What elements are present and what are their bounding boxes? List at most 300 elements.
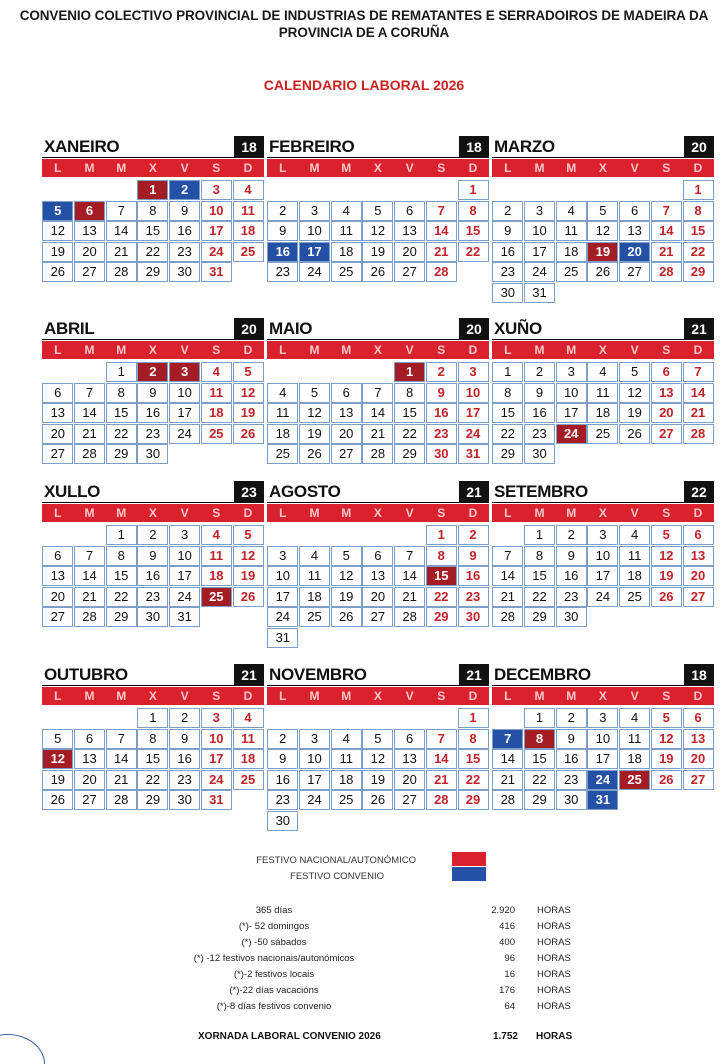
day-cell: 16	[458, 566, 489, 586]
day-cell: 31	[587, 790, 618, 810]
day-cell: 20	[394, 770, 425, 790]
day-cell: 10	[169, 546, 200, 566]
day-cell: 10	[201, 201, 232, 221]
weekday-label: V	[630, 343, 639, 357]
day-cell: 5	[233, 525, 264, 545]
weekday-label: D	[243, 506, 253, 520]
weekday-label: M	[566, 689, 577, 703]
weekday-label: D	[693, 343, 703, 357]
weekday-label: M	[534, 506, 545, 520]
day-cell: 12	[299, 403, 330, 423]
month-header	[492, 318, 714, 340]
day-cell: 2	[169, 180, 200, 200]
day-cell: 12	[651, 729, 682, 749]
day-cell: 6	[651, 362, 682, 382]
day-cell: 28	[492, 607, 523, 627]
weekday-label: V	[405, 161, 414, 175]
day-cell: 16	[137, 403, 168, 423]
day-cell: 3	[299, 729, 330, 749]
day-cell: 13	[362, 566, 393, 586]
day-cell: 8	[426, 546, 457, 566]
day-cell: 3	[267, 546, 298, 566]
weekday-header	[267, 503, 489, 522]
day-cell: 25	[299, 607, 330, 627]
day-cell: 23	[458, 587, 489, 607]
day-cell: 30	[556, 607, 587, 627]
legend-convenio-swatch	[452, 867, 486, 881]
day-cell: 15	[458, 749, 489, 769]
day-cell: 22	[137, 242, 168, 262]
day-cell: 4	[587, 362, 618, 382]
weekday-label: L	[54, 343, 62, 357]
day-cell: 7	[683, 362, 714, 382]
working-days-count: 21	[459, 481, 489, 503]
day-cell: 10	[458, 383, 489, 403]
day-cell: 31	[169, 607, 200, 627]
day-cell: 9	[267, 221, 298, 241]
day-cell: 26	[587, 262, 618, 282]
day-cell: 26	[331, 607, 362, 627]
day-cell: 25	[556, 262, 587, 282]
summary-value: 416	[499, 921, 515, 932]
weekday-label: S	[662, 506, 671, 520]
day-cell: 29	[426, 607, 457, 627]
day-cell: 12	[587, 221, 618, 241]
weekday-header	[42, 686, 264, 705]
day-cell: 17	[458, 403, 489, 423]
day-cell: 13	[394, 221, 425, 241]
day-cell: 1	[683, 180, 714, 200]
summary-unit: HORAS	[537, 905, 571, 916]
weekday-label: M	[116, 161, 127, 175]
weekday-label: M	[116, 689, 127, 703]
day-cell: 26	[651, 587, 682, 607]
day-cell: 2	[492, 201, 523, 221]
day-cell: 12	[42, 749, 73, 769]
day-cell: 21	[106, 242, 137, 262]
weekday-label: L	[504, 506, 512, 520]
day-cell: 6	[683, 525, 714, 545]
day-cell: 15	[394, 403, 425, 423]
day-cell: 20	[683, 749, 714, 769]
day-cell: 7	[651, 201, 682, 221]
day-cell: 20	[42, 424, 73, 444]
day-cell: 9	[137, 383, 168, 403]
day-cell: 5	[619, 362, 650, 382]
working-days-count: 22	[684, 481, 714, 503]
day-cell: 17	[587, 749, 618, 769]
day-cell: 6	[362, 546, 393, 566]
day-cell: 2	[458, 525, 489, 545]
weekday-label: D	[468, 506, 478, 520]
day-cell: 29	[683, 262, 714, 282]
day-cell: 22	[458, 242, 489, 262]
day-cell: 17	[267, 587, 298, 607]
weekday-label: M	[566, 343, 577, 357]
month-name: FEBREIRO	[269, 137, 355, 156]
day-cell: 23	[169, 770, 200, 790]
pen-mark	[0, 1034, 45, 1064]
weekday-label: D	[468, 161, 478, 175]
day-cell: 4	[331, 729, 362, 749]
weekday-label: M	[566, 161, 577, 175]
day-cell: 22	[524, 770, 555, 790]
title-line-2: PROVINCIA DE A CORUÑA	[278, 25, 450, 40]
footer-label: XORNADA LABORAL CONVENIO 2026	[198, 1031, 381, 1042]
day-cell: 18	[201, 403, 232, 423]
day-cell: 3	[587, 708, 618, 728]
day-cell: 29	[137, 790, 168, 810]
summary-label: (*) -12 festivos nacionais/autonómicos	[193, 953, 355, 964]
day-cell: 28	[362, 444, 393, 464]
day-cell: 15	[458, 221, 489, 241]
day-cell: 2	[556, 708, 587, 728]
day-cell: 19	[651, 749, 682, 769]
weekday-label: M	[84, 343, 95, 357]
weekday-header	[267, 686, 489, 705]
weekday-label: V	[405, 506, 414, 520]
month-header	[267, 664, 489, 686]
weekday-label: M	[309, 343, 320, 357]
summary-value: 400	[499, 937, 515, 948]
summary-value: 96	[504, 953, 515, 964]
weekday-label: X	[148, 506, 157, 520]
day-cell: 12	[233, 546, 264, 566]
day-cell: 7	[74, 383, 105, 403]
day-cell: 4	[299, 546, 330, 566]
day-cell: 15	[492, 403, 523, 423]
day-cell: 13	[42, 566, 73, 586]
day-cell: 22	[683, 242, 714, 262]
day-cell: 21	[426, 770, 457, 790]
day-cell: 11	[201, 383, 232, 403]
working-days-count: 20	[234, 318, 264, 340]
weekday-label: M	[84, 689, 95, 703]
summary-label: (*)-22 días vacacións	[229, 985, 319, 996]
day-cell: 24	[201, 770, 232, 790]
day-cell: 20	[651, 403, 682, 423]
day-cell: 13	[683, 729, 714, 749]
weekday-header	[492, 686, 714, 705]
day-cell: 30	[458, 607, 489, 627]
summary-label: 365 días	[255, 905, 293, 916]
weekday-label: V	[405, 689, 414, 703]
day-cell: 2	[524, 362, 555, 382]
day-cell: 25	[331, 790, 362, 810]
day-cell: 12	[42, 221, 73, 241]
day-cell: 7	[106, 201, 137, 221]
day-cell: 14	[492, 749, 523, 769]
day-cell: 25	[619, 770, 650, 790]
summary-label: (*)-8 días festivos convenio	[216, 1001, 332, 1012]
day-cell: 14	[74, 403, 105, 423]
weekday-header	[42, 340, 264, 359]
weekday-label: X	[598, 343, 607, 357]
month-header	[492, 664, 714, 686]
day-cell: 23	[556, 587, 587, 607]
day-cell: 22	[106, 424, 137, 444]
day-cell: 5	[651, 708, 682, 728]
day-cell: 4	[201, 362, 232, 382]
weekday-label: M	[309, 161, 320, 175]
day-cell: 19	[362, 770, 393, 790]
day-cell: 11	[331, 221, 362, 241]
month-name: MAIO	[269, 319, 313, 338]
weekday-header	[492, 340, 714, 359]
day-cell: 26	[651, 770, 682, 790]
day-cell: 17	[524, 242, 555, 262]
working-days-count: 21	[684, 318, 714, 340]
day-cell: 23	[169, 242, 200, 262]
day-cell: 4	[267, 383, 298, 403]
legend-holiday-swatch	[452, 852, 486, 866]
day-cell: 6	[74, 201, 105, 221]
day-cell: 15	[137, 749, 168, 769]
day-cell: 20	[394, 242, 425, 262]
day-cell: 16	[426, 403, 457, 423]
month-header	[267, 318, 489, 340]
weekday-label: S	[437, 689, 446, 703]
day-cell: 8	[524, 729, 555, 749]
day-cell: 30	[426, 444, 457, 464]
day-cell: 16	[556, 566, 587, 586]
day-cell: 15	[683, 221, 714, 241]
day-cell: 13	[683, 546, 714, 566]
day-cell: 15	[137, 221, 168, 241]
day-cell: 15	[524, 566, 555, 586]
day-cell: 17	[299, 242, 330, 262]
weekday-label: D	[693, 506, 703, 520]
weekday-label: X	[373, 161, 382, 175]
day-cell: 25	[619, 587, 650, 607]
day-cell: 5	[42, 201, 73, 221]
day-cell: 5	[331, 546, 362, 566]
weekday-label: M	[534, 343, 545, 357]
day-cell: 2	[137, 362, 168, 382]
day-cell: 25	[233, 242, 264, 262]
day-cell: 19	[587, 242, 618, 262]
day-cell: 6	[394, 729, 425, 749]
day-cell: 27	[74, 790, 105, 810]
day-cell: 16	[169, 749, 200, 769]
month-name: NOVEMBRO	[269, 665, 367, 684]
day-cell: 1	[137, 180, 168, 200]
day-cell: 23	[492, 262, 523, 282]
day-cell: 16	[556, 749, 587, 769]
summary-unit: HORAS	[537, 1001, 571, 1012]
working-days-count: 23	[234, 481, 264, 503]
day-cell: 31	[201, 262, 232, 282]
day-cell: 24	[267, 607, 298, 627]
weekday-label: S	[662, 689, 671, 703]
day-cell: 29	[137, 262, 168, 282]
weekday-label: X	[598, 161, 607, 175]
day-cell: 10	[201, 729, 232, 749]
day-cell: 1	[524, 708, 555, 728]
title-line-1: CONVENIO COLECTIVO PROVINCIAL DE INDUSTRIAS DE REMATANTES E SERRADOIROS DE MADEIRA DA	[19, 8, 709, 23]
day-cell: 25	[331, 262, 362, 282]
day-cell: 9	[426, 383, 457, 403]
day-cell: 10	[299, 221, 330, 241]
day-cell: 27	[651, 424, 682, 444]
day-cell: 18	[619, 566, 650, 586]
day-cell: 3	[169, 525, 200, 545]
weekday-label: D	[243, 689, 253, 703]
weekday-label: M	[341, 161, 352, 175]
day-cell: 10	[267, 566, 298, 586]
day-cell: 27	[683, 770, 714, 790]
footer-unit: HORAS	[536, 1031, 573, 1042]
day-cell: 12	[233, 383, 264, 403]
weekday-label: V	[405, 343, 414, 357]
day-cell: 24	[299, 790, 330, 810]
weekday-label: V	[180, 689, 189, 703]
day-cell: 4	[233, 180, 264, 200]
day-cell: 21	[394, 587, 425, 607]
day-cell: 5	[651, 525, 682, 545]
day-cell: 8	[106, 383, 137, 403]
day-cell: 27	[42, 444, 73, 464]
day-cell: 29	[524, 607, 555, 627]
weekday-label: S	[662, 343, 671, 357]
day-cell: 4	[233, 708, 264, 728]
day-cell: 21	[74, 587, 105, 607]
day-cell: 17	[556, 403, 587, 423]
weekday-label: V	[630, 689, 639, 703]
day-cell: 22	[426, 587, 457, 607]
day-cell: 16	[169, 221, 200, 241]
summary-label: (*) -50 sábados	[241, 937, 307, 948]
weekday-label: V	[630, 506, 639, 520]
day-cell: 26	[619, 424, 650, 444]
working-days-count: 18	[234, 136, 264, 158]
day-cell: 11	[587, 383, 618, 403]
day-cell: 18	[331, 770, 362, 790]
day-cell: 30	[492, 283, 523, 303]
month-header	[42, 318, 264, 340]
day-cell: 23	[426, 424, 457, 444]
day-cell: 25	[201, 424, 232, 444]
working-days-count: 21	[234, 664, 264, 686]
day-cell: 28	[426, 790, 457, 810]
day-cell: 15	[524, 749, 555, 769]
day-cell: 24	[169, 587, 200, 607]
working-days-count: 18	[459, 136, 489, 158]
month-abril	[42, 318, 264, 461]
day-cell: 5	[42, 729, 73, 749]
day-cell: 29	[492, 444, 523, 464]
working-days-count: 21	[459, 664, 489, 686]
day-cell: 2	[556, 525, 587, 545]
day-cell: 11	[619, 546, 650, 566]
weekday-label: D	[693, 161, 703, 175]
day-cell: 2	[267, 729, 298, 749]
day-cell: 18	[299, 587, 330, 607]
day-cell: 8	[137, 729, 168, 749]
day-cell: 28	[74, 607, 105, 627]
day-cell: 3	[587, 525, 618, 545]
weekday-label: X	[373, 689, 382, 703]
weekday-label: S	[437, 161, 446, 175]
day-cell: 23	[556, 770, 587, 790]
day-cell: 28	[106, 262, 137, 282]
day-cell: 24	[587, 587, 618, 607]
month-outubro	[42, 664, 264, 807]
day-cell: 21	[492, 770, 523, 790]
weekday-label: D	[468, 343, 478, 357]
day-cell: 19	[42, 242, 73, 262]
weekday-label: X	[148, 343, 157, 357]
day-cell: 13	[331, 403, 362, 423]
day-cell: 14	[426, 221, 457, 241]
summary-value: 176	[499, 985, 515, 996]
day-cell: 22	[492, 424, 523, 444]
day-cell: 25	[233, 770, 264, 790]
weekday-label: L	[504, 343, 512, 357]
day-cell: 27	[74, 262, 105, 282]
weekday-header	[42, 503, 264, 522]
day-cell: 24	[201, 242, 232, 262]
day-cell: 20	[683, 566, 714, 586]
day-cell: 21	[426, 242, 457, 262]
day-cell: 4	[201, 525, 232, 545]
day-cell: 25	[587, 424, 618, 444]
day-cell: 14	[394, 566, 425, 586]
day-cell: 28	[106, 790, 137, 810]
day-cell: 26	[233, 587, 264, 607]
day-cell: 24	[169, 424, 200, 444]
day-cell: 9	[458, 546, 489, 566]
day-cell: 10	[299, 749, 330, 769]
month-name: XUÑO	[494, 319, 542, 338]
day-cell: 11	[233, 729, 264, 749]
day-cell: 29	[106, 444, 137, 464]
day-cell: 23	[524, 424, 555, 444]
month-marzo	[492, 136, 714, 300]
document-title	[0, 7, 728, 41]
month-xaneiro	[42, 136, 264, 279]
day-cell: 9	[556, 729, 587, 749]
day-cell: 20	[74, 242, 105, 262]
day-cell: 9	[169, 729, 200, 749]
weekday-label: X	[148, 689, 157, 703]
day-cell: 1	[137, 708, 168, 728]
day-cell: 3	[201, 180, 232, 200]
summary-label: (*)-2 festivos locais	[233, 969, 315, 980]
day-cell: 17	[201, 221, 232, 241]
day-cell: 18	[556, 242, 587, 262]
day-cell: 28	[74, 444, 105, 464]
weekday-label: S	[212, 506, 221, 520]
working-days-count: 20	[684, 136, 714, 158]
day-cell: 22	[137, 770, 168, 790]
day-cell: 26	[42, 262, 73, 282]
day-cell: 6	[619, 201, 650, 221]
weekday-label: M	[116, 506, 127, 520]
weekday-label: M	[534, 689, 545, 703]
day-cell: 10	[169, 383, 200, 403]
day-cell: 13	[74, 221, 105, 241]
day-cell: 15	[106, 403, 137, 423]
summary-unit: HORAS	[537, 921, 571, 932]
month-header	[42, 136, 264, 158]
day-cell: 3	[556, 362, 587, 382]
day-cell: 18	[587, 403, 618, 423]
day-cell: 5	[233, 362, 264, 382]
day-cell: 19	[299, 424, 330, 444]
day-cell: 26	[233, 424, 264, 444]
day-cell: 9	[169, 201, 200, 221]
